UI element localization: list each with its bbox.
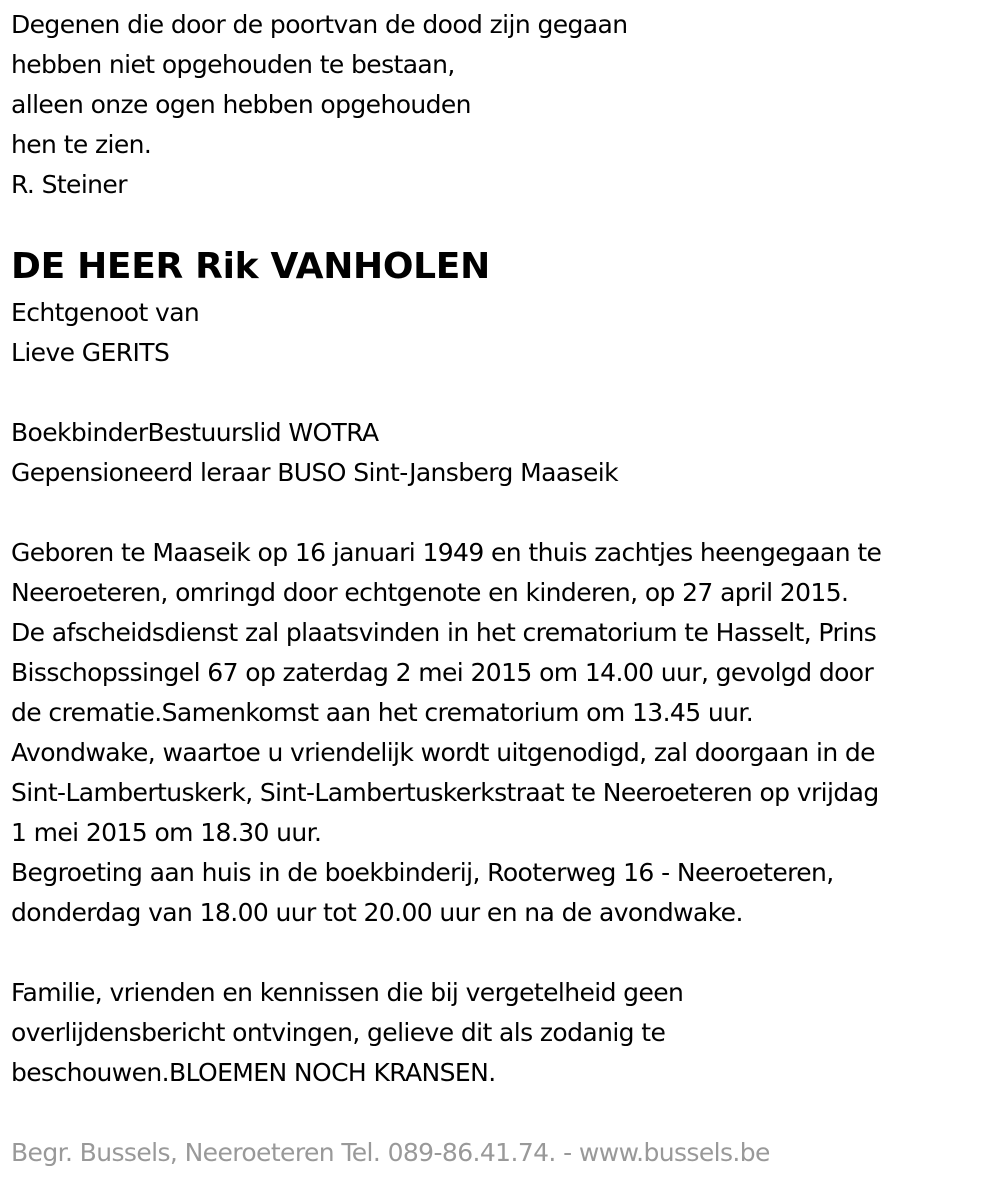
role-line: BoekbinderBestuurslid WOTRA: [11, 418, 379, 447]
poem-line: alleen onze ogen hebben opgehouden: [11, 90, 471, 119]
poem-line: Degenen die door de poortvan de dood zijn gegaan: [11, 10, 628, 39]
announcement-line: Begroeting aan huis in de boekbinderij, Rooterweg 16 - Neeroeteren,: [11, 858, 834, 887]
announcement-line: Geboren te Maaseik op 16 januari 1949 en thuis zachtjes heengegaan te: [11, 538, 882, 567]
announcement: [11, 533, 996, 933]
poem: [11, 5, 996, 205]
notice-line: beschouwen.BLOEMEN NOCH KRANSEN.: [11, 1058, 496, 1087]
announcement-line: Bisschopssingel 67 op zaterdag 2 mei 2015 om 14.00 uur, gevolgd door: [11, 658, 874, 687]
funeral-home-footer: Begr. Bussels, Neeroeteren Tel. 089-86.41.74. - www.bussels.be: [11, 1138, 770, 1167]
spacer: [11, 373, 996, 413]
obituary-notice: [11, 5, 996, 1173]
announcement-line: Neeroeteren, omringd door echtgenote en kinderen, op 27 april 2015.: [11, 578, 849, 607]
poem-line: hebben niet opgehouden te bestaan,: [11, 50, 455, 79]
roles: [11, 413, 996, 493]
spouse-name: Lieve GERITS: [11, 338, 170, 367]
spacer: [11, 1093, 996, 1133]
spacer: [11, 493, 996, 533]
notice: [11, 973, 996, 1093]
announcement-line: De afscheidsdienst zal plaatsvinden in het crematorium te Hasselt, Prins: [11, 618, 877, 647]
announcement-line: donderdag van 18.00 uur tot 20.00 uur en na de avondwake.: [11, 898, 743, 927]
announcement-line: Sint-Lambertuskerk, Sint-Lambertuskerkstraat te Neeroeteren op vrijdag: [11, 778, 879, 807]
notice-line: overlijdensbericht ontvingen, gelieve dit als zodanig te: [11, 1018, 666, 1047]
poem-author: R. Steiner: [11, 170, 127, 199]
spacer: [11, 933, 996, 973]
notice-line: Familie, vrienden en kennissen die bij vergetelheid geen: [11, 978, 684, 1007]
spouse-label: Echtgenoot van: [11, 298, 200, 327]
announcement-line: de crematie.Samenkomst aan het crematorium om 13.45 uur.: [11, 698, 754, 727]
announcement-line: Avondwake, waartoe u vriendelijk wordt uitgenodigd, zal doorgaan in de: [11, 738, 875, 767]
role-line: Gepensioneerd leraar BUSO Sint-Jansberg Maaseik: [11, 458, 618, 487]
deceased-name: DE HEER Rik VANHOLEN: [11, 246, 490, 287]
poem-line: hen te zien.: [11, 130, 152, 159]
announcement-line: 1 mei 2015 om 18.30 uur.: [11, 818, 322, 847]
